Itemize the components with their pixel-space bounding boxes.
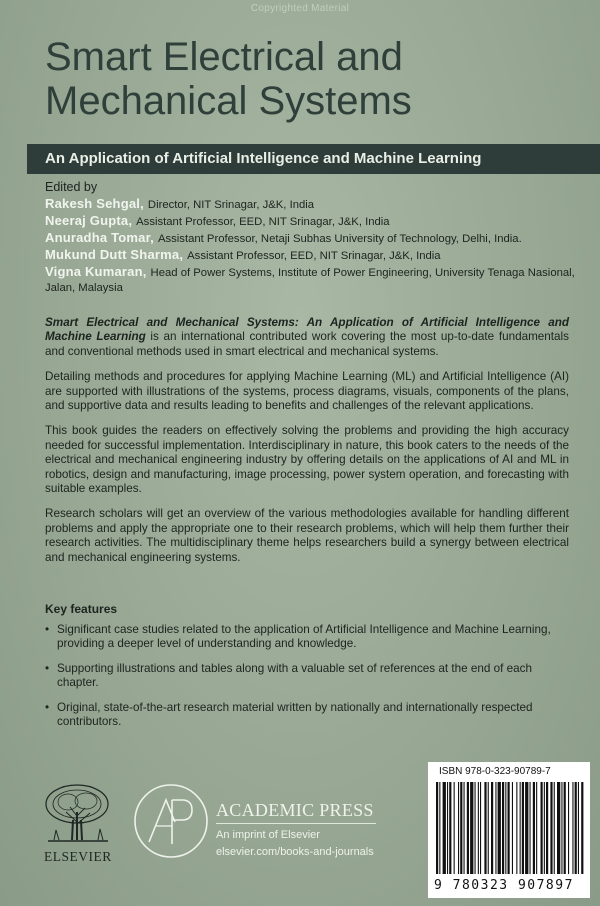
intro-paragraph — [45, 316, 569, 359]
barcode-bar — [449, 782, 451, 874]
barcode-bar — [544, 782, 545, 874]
intro-book-title: Smart Electrical and Mechanical Systems: An Application of Artificial Intelligence and Machine Learning — [45, 316, 569, 344]
editor-name: Anuradha Tomar, — [45, 230, 154, 245]
edited-by-label: Edited by — [45, 180, 98, 194]
editor-affiliation: Assistant Professor, EED, NIT Srinagar, J&K, India — [136, 216, 390, 228]
barcode-number: 9 780323 907897 — [434, 878, 574, 893]
barcode-box — [428, 762, 590, 898]
publisher-url[interactable]: elsevier.com/books-and-journals — [216, 846, 374, 858]
barcode-bar — [564, 782, 566, 874]
key-feature-item: • Supporting illustrations and tables along with a valuable set of references at the end of each chapter. — [45, 662, 565, 691]
barcode-bar — [522, 782, 524, 874]
elsevier-tree-logo — [40, 782, 115, 853]
title-line-2: Mechanical Systems — [45, 79, 412, 123]
paragraph-research: Research scholars will get an overview of the various methodologies available for handling different problems and apply the appropriate one to their research problems, which will help them further their research activities. The multidisciplinary theme helps researchers build a synergy between electrical and mechanical engineering systems. — [45, 507, 569, 564]
barcode-bar — [546, 782, 548, 874]
barcode-bar — [484, 782, 486, 874]
key-features-heading: Key features — [45, 602, 118, 616]
key-feature-item: • Significant case studies related to the application of Artificial Intelligence and Machine Learning, providing a deeper level of understanding and knowledge. — [45, 623, 565, 652]
publisher-divider — [216, 823, 376, 824]
barcode-bar — [561, 782, 562, 874]
intro-text: is an international contributed work covering the most up-to-date fundamentals and conventional methods used in smart electrical and mechanical systems. — [45, 330, 569, 358]
editor-name: Mukund Dutt Sharma, — [45, 247, 184, 262]
key-feature-item: • Original, state-of-the-art research material written by nationally and internationally respected contributors. — [45, 701, 565, 730]
paragraph-guide: This book guides the readers on effectively solving the problems and providing the high accuracy needed for successful implementation. Interdisciplinary in nature, this book caters to the needs of the electrical and mechanical engineering industry by offering details on the applications of AI and ML in robotics, design and manufacturing, image processing, power system operation, and forecasting with suitable examples. — [45, 424, 569, 496]
editor-entry — [45, 213, 585, 230]
editor-affiliation: Head of Power Systems, Institute of Power Engineering, University Tenaga Nasional, Jalan, Malaysia — [45, 267, 575, 294]
barcode-bar — [478, 782, 479, 874]
barcode-bar — [447, 782, 448, 874]
barcode-bar — [575, 782, 577, 874]
academic-press-ap-icon — [132, 782, 210, 860]
subtitle-band — [27, 144, 600, 174]
editor-affiliation: Assistant Professor, Netaji Subhas University of Technology, Delhi, India. — [157, 233, 522, 245]
barcode-bar — [520, 782, 521, 874]
title-line-1: Smart Electrical and — [45, 35, 403, 79]
publisher-imprint: An imprint of Elsevier — [216, 829, 320, 841]
key-features-list — [45, 623, 565, 739]
barcode-bar — [530, 782, 531, 874]
barcode-bar — [498, 782, 501, 874]
barcode-bar — [458, 782, 459, 874]
academic-press-logo — [132, 782, 210, 865]
barcode-bar — [475, 782, 476, 874]
barcode-bar — [557, 782, 560, 874]
barcode-bar — [467, 782, 469, 874]
barcode-bar — [516, 782, 517, 874]
barcode-bar — [508, 782, 510, 874]
editor-entry — [45, 247, 585, 264]
publisher-name: ACADEMIC PRESS — [216, 800, 374, 820]
barcode-bar — [512, 782, 513, 874]
copyright-watermark: Copyrighted Material — [250, 3, 350, 14]
editor-entry — [45, 196, 585, 213]
editor-entry — [45, 230, 585, 247]
editor-affiliation: Assistant Professor, EED, NIT Srinagar, J&K, India — [187, 250, 441, 262]
barcode-bar — [581, 782, 583, 874]
barcode-bar — [439, 782, 440, 874]
barcode-bar — [491, 782, 493, 874]
editor-entry — [45, 264, 585, 296]
barcode-bar — [536, 782, 537, 874]
barcode-bar — [495, 782, 496, 874]
barcode-bar — [525, 782, 528, 874]
elsevier-wordmark: ELSEVIER — [44, 849, 112, 864]
barcode-bar — [568, 782, 569, 874]
barcode-bar — [502, 782, 504, 874]
barcode-bar — [454, 782, 455, 874]
book-title — [45, 35, 585, 123]
editor-name: Rakesh Sehgal, — [45, 196, 144, 211]
editor-name: Vigna Kumaran, — [45, 264, 147, 279]
barcode-bar — [505, 782, 506, 874]
barcode-bar — [443, 782, 446, 874]
barcode-bar — [572, 782, 573, 874]
barcode-icon — [432, 782, 586, 876]
barcode-bar — [460, 782, 462, 874]
elsevier-tree-icon — [40, 782, 115, 848]
barcode-bar — [541, 782, 543, 874]
barcode-bar — [554, 782, 555, 874]
barcode-bar — [436, 782, 438, 874]
barcode-bar — [480, 782, 481, 874]
description — [45, 316, 569, 576]
editor-name: Neeraj Gupta, — [45, 213, 133, 228]
barcode-bar — [578, 782, 579, 874]
barcode-bar — [533, 782, 535, 874]
barcode-bar — [488, 782, 489, 874]
editor-affiliation: Director, NIT Srinagar, J&K, India — [147, 199, 315, 211]
paragraph-methods: Detailing methods and procedures for applying Machine Learning (ML) and Artificial Intelligence (AI) are supported with illustrations of the systems, process diagrams, visuals, components of the plans, and supportive data and results leading to benefits and challenges of the relevant applications. — [45, 370, 569, 413]
barcode-bar — [470, 782, 473, 874]
book-subtitle: An Application of Artificial Intelligence and Machine Learning — [45, 150, 482, 167]
editors-block — [45, 180, 585, 296]
barcode-bar — [464, 782, 465, 874]
isbn-label: ISBN 978-0-323-90789-7 — [439, 766, 551, 777]
barcode-bar — [550, 782, 552, 874]
